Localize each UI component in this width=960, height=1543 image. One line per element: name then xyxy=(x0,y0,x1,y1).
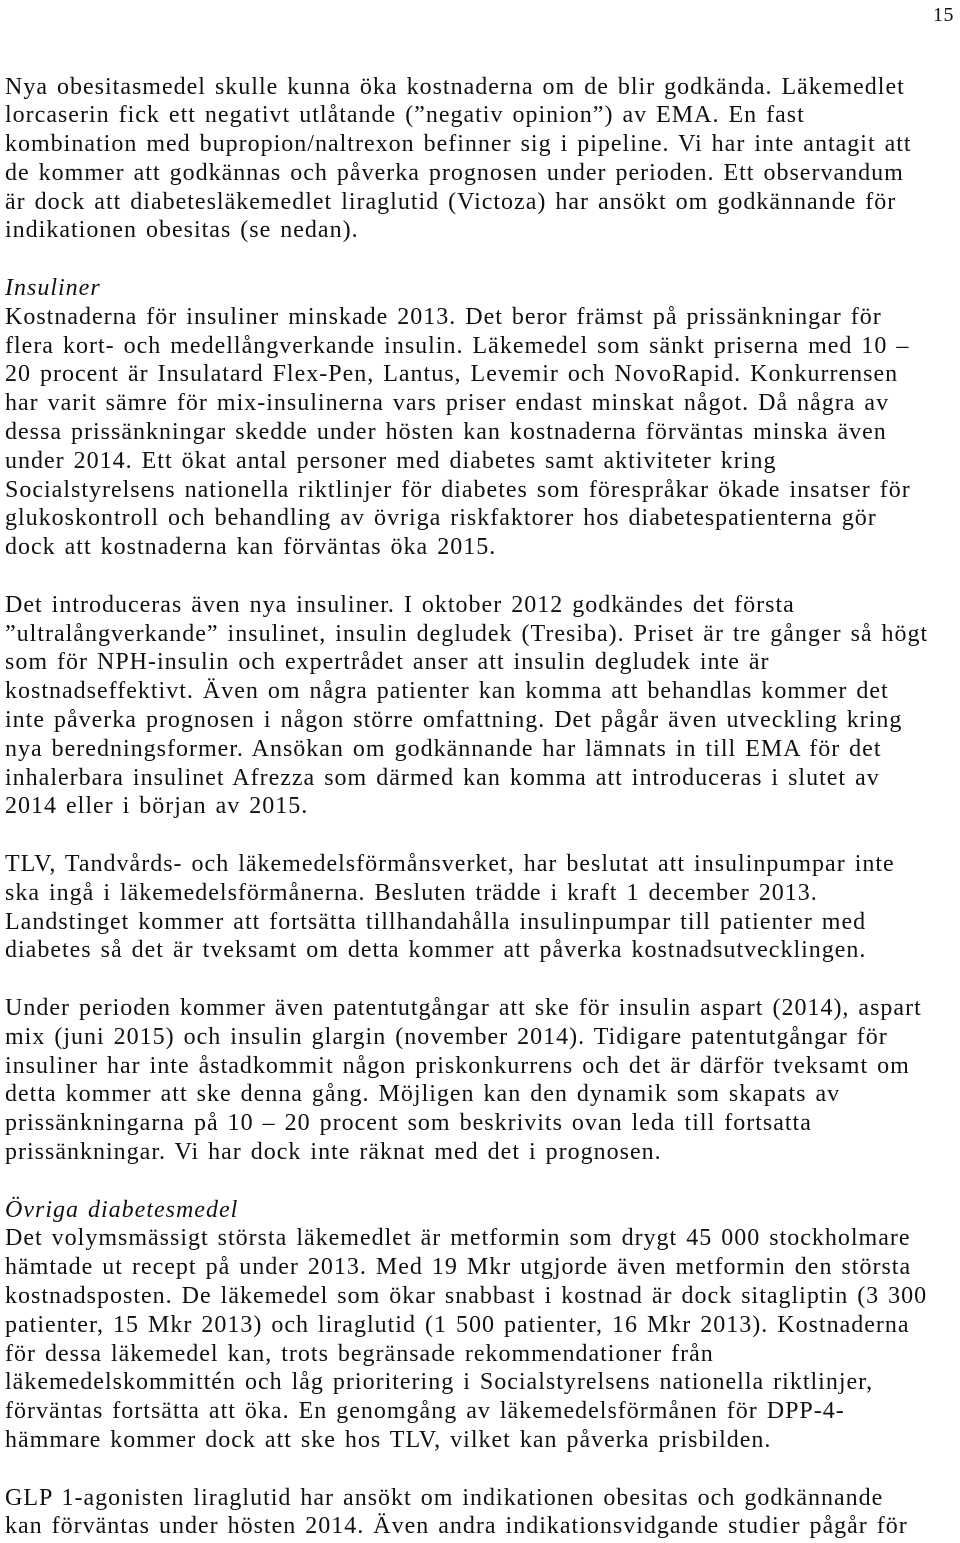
section-heading: Övriga diabetesmedel xyxy=(5,1196,239,1223)
text-line: insuliner har inte åstadkommit någon priskonkurrens och det är därför tveksamt om xyxy=(5,1052,910,1079)
text-line: har varit sämre för mix-insulinerna vars priser endast minskat något. Då några av xyxy=(5,390,890,417)
text-line: lorcaserin fick ett negativt utlåtande (”negativ opinion”) av EMA. En fast xyxy=(5,102,805,129)
text-line: ”ultralångverkande” insulinet, insulin degludek (Tresiba). Priset är tre gånger så högt xyxy=(5,620,929,647)
text-line: detta kommer att ske denna gång. Möjligen kan den dynamik som skapats av xyxy=(5,1081,841,1108)
text-line: 2014 eller i början av 2015. xyxy=(5,793,309,820)
text-line: hämtade ut recept på under 2013. Med 19 Mkr utgjorde även metformin den största xyxy=(5,1254,912,1281)
text-line: prissänkningar. Vi har dock inte räknat med det i prognosen. xyxy=(5,1138,662,1165)
paragraph xyxy=(5,303,957,562)
text-line: kostnadsposten. De läkemedel som ökar snabbast i kostnad är dock sitagliptin (3 300 xyxy=(5,1282,928,1309)
text-line: glukoskontroll och behandling av övriga riskfaktorer hos diabetespatienterna gör xyxy=(5,505,877,532)
text-line: nya beredningsformer. Ansökan om godkännande har lämnats in till EMA för det xyxy=(5,735,882,762)
text-line: TLV, Tandvårds- och läkemedelsförmånsverket, har beslutat att insulinpumpar inte xyxy=(5,851,895,878)
text-line: kostnadseffektivt. Även om några patienter kan komma att behandlas kommer det xyxy=(5,678,889,705)
text-line: dessa prissänkningar skedde under hösten kan kostnaderna förväntas minska även xyxy=(5,419,887,446)
text-line: GLP 1-agonisten liraglutid har ansökt om indikationen obesitas och godkännande xyxy=(5,1484,884,1511)
text-line: läkemedelskommittén och låg prioritering i Socialstyrelsens nationella riktlinjer, xyxy=(5,1369,874,1396)
text-line: Kostnaderna för insuliner minskade 2013. Det beror främst på prissänkningar för xyxy=(5,303,882,330)
text-line: Det volymsmässigt största läkemedlet är metformin som drygt 45 000 stockholmare xyxy=(5,1225,911,1252)
text-line: 20 procent är Insulatard Flex-Pen, Lantus, Levemir och NovoRapid. Konkurrensen xyxy=(5,361,899,388)
text-line: förväntas fortsätta att öka. En genomgång av läkemedelsförmånen för DPP-4- xyxy=(5,1398,845,1425)
paragraph xyxy=(5,1484,957,1542)
text-line: patienter, 15 Mkr 2013) och liraglutid (1 500 patienter, 16 Mkr 2013). Kostnaderna xyxy=(5,1311,910,1338)
text-line: under 2014. Ett ökat antal personer med diabetes samt aktiviteter kring xyxy=(5,447,777,474)
text-line: inhalerbara insulinet Afrezza som därmed kan komma att introduceras i slutet av xyxy=(5,764,880,791)
text-line: dock att kostnaderna kan förväntas öka 2015. xyxy=(5,534,497,561)
page-content xyxy=(5,73,957,1542)
text-line: mix (juni 2015) och insulin glargin (november 2014). Tidigare patentutgångar för xyxy=(5,1023,888,1050)
text-line: ska ingå i läkemedelsförmånerna. Besluten trädde i kraft 1 december 2013. xyxy=(5,879,818,906)
text-line: hämmare kommer dock att ske hos TLV, vilket kan påverka prisbilden. xyxy=(5,1426,772,1453)
text-line: diabetes så det är tveksamt om detta kommer att påverka kostnadsutvecklingen. xyxy=(5,937,867,964)
paragraph-intro xyxy=(5,73,957,246)
text-line: som för NPH-insulin och expertrådet anser att insulin degludek inte är xyxy=(5,649,770,676)
text-line: Landstinget kommer att fortsätta tillhandahålla insulinpumpar till patienter med xyxy=(5,908,867,935)
paragraph xyxy=(5,994,957,1167)
text-line: är dock att diabetesläkemedlet liraglutid (Victoza) har ansökt om godkännande för xyxy=(5,188,897,215)
page-number: 15 xyxy=(933,4,954,26)
paragraph xyxy=(5,850,957,965)
text-line: inte påverka prognosen i någon större omfattning. Det pågår även utveckling kring xyxy=(5,707,903,734)
section-heading: Insuliner xyxy=(5,275,101,302)
text-line: kombination med bupropion/naltrexon befinner sig i pipeline. Vi har inte antagit att xyxy=(5,131,912,158)
text-line: Socialstyrelsens nationella riktlinjer för diabetes som förespråkar ökade insatser för xyxy=(5,476,911,503)
section-insuliner xyxy=(5,274,957,1167)
text-line: prissänkningarna på 10 – 20 procent som beskrivits ovan leda till fortsatta xyxy=(5,1110,812,1137)
text-line: de kommer att godkännas och påverka prognosen under perioden. Ett observandum xyxy=(5,159,904,186)
paragraph xyxy=(5,591,957,821)
text-line: kan förväntas under hösten 2014. Även andra indikationsvidgande studier pågår för xyxy=(5,1513,908,1540)
text-line: flera kort- och medellångverkande insulin. Läkemedel som sänkt priserna med 10 – xyxy=(5,332,910,359)
paragraph xyxy=(5,1224,957,1454)
text-line: Nya obesitasmedel skulle kunna öka kostnaderna om de blir godkända. Läkemedlet xyxy=(5,73,905,100)
text-line: indikationen obesitas (se nedan). xyxy=(5,217,359,244)
text-line: Under perioden kommer även patentutgångar att ske för insulin aspart (2014), aspart xyxy=(5,995,922,1021)
text-line: Det introduceras även nya insuliner. I oktober 2012 godkändes det första xyxy=(5,591,795,618)
text-line: för dessa läkemedel kan, trots begränsade rekommendationer från xyxy=(5,1340,714,1367)
section-ovriga-diabetesmedel xyxy=(5,1196,957,1542)
